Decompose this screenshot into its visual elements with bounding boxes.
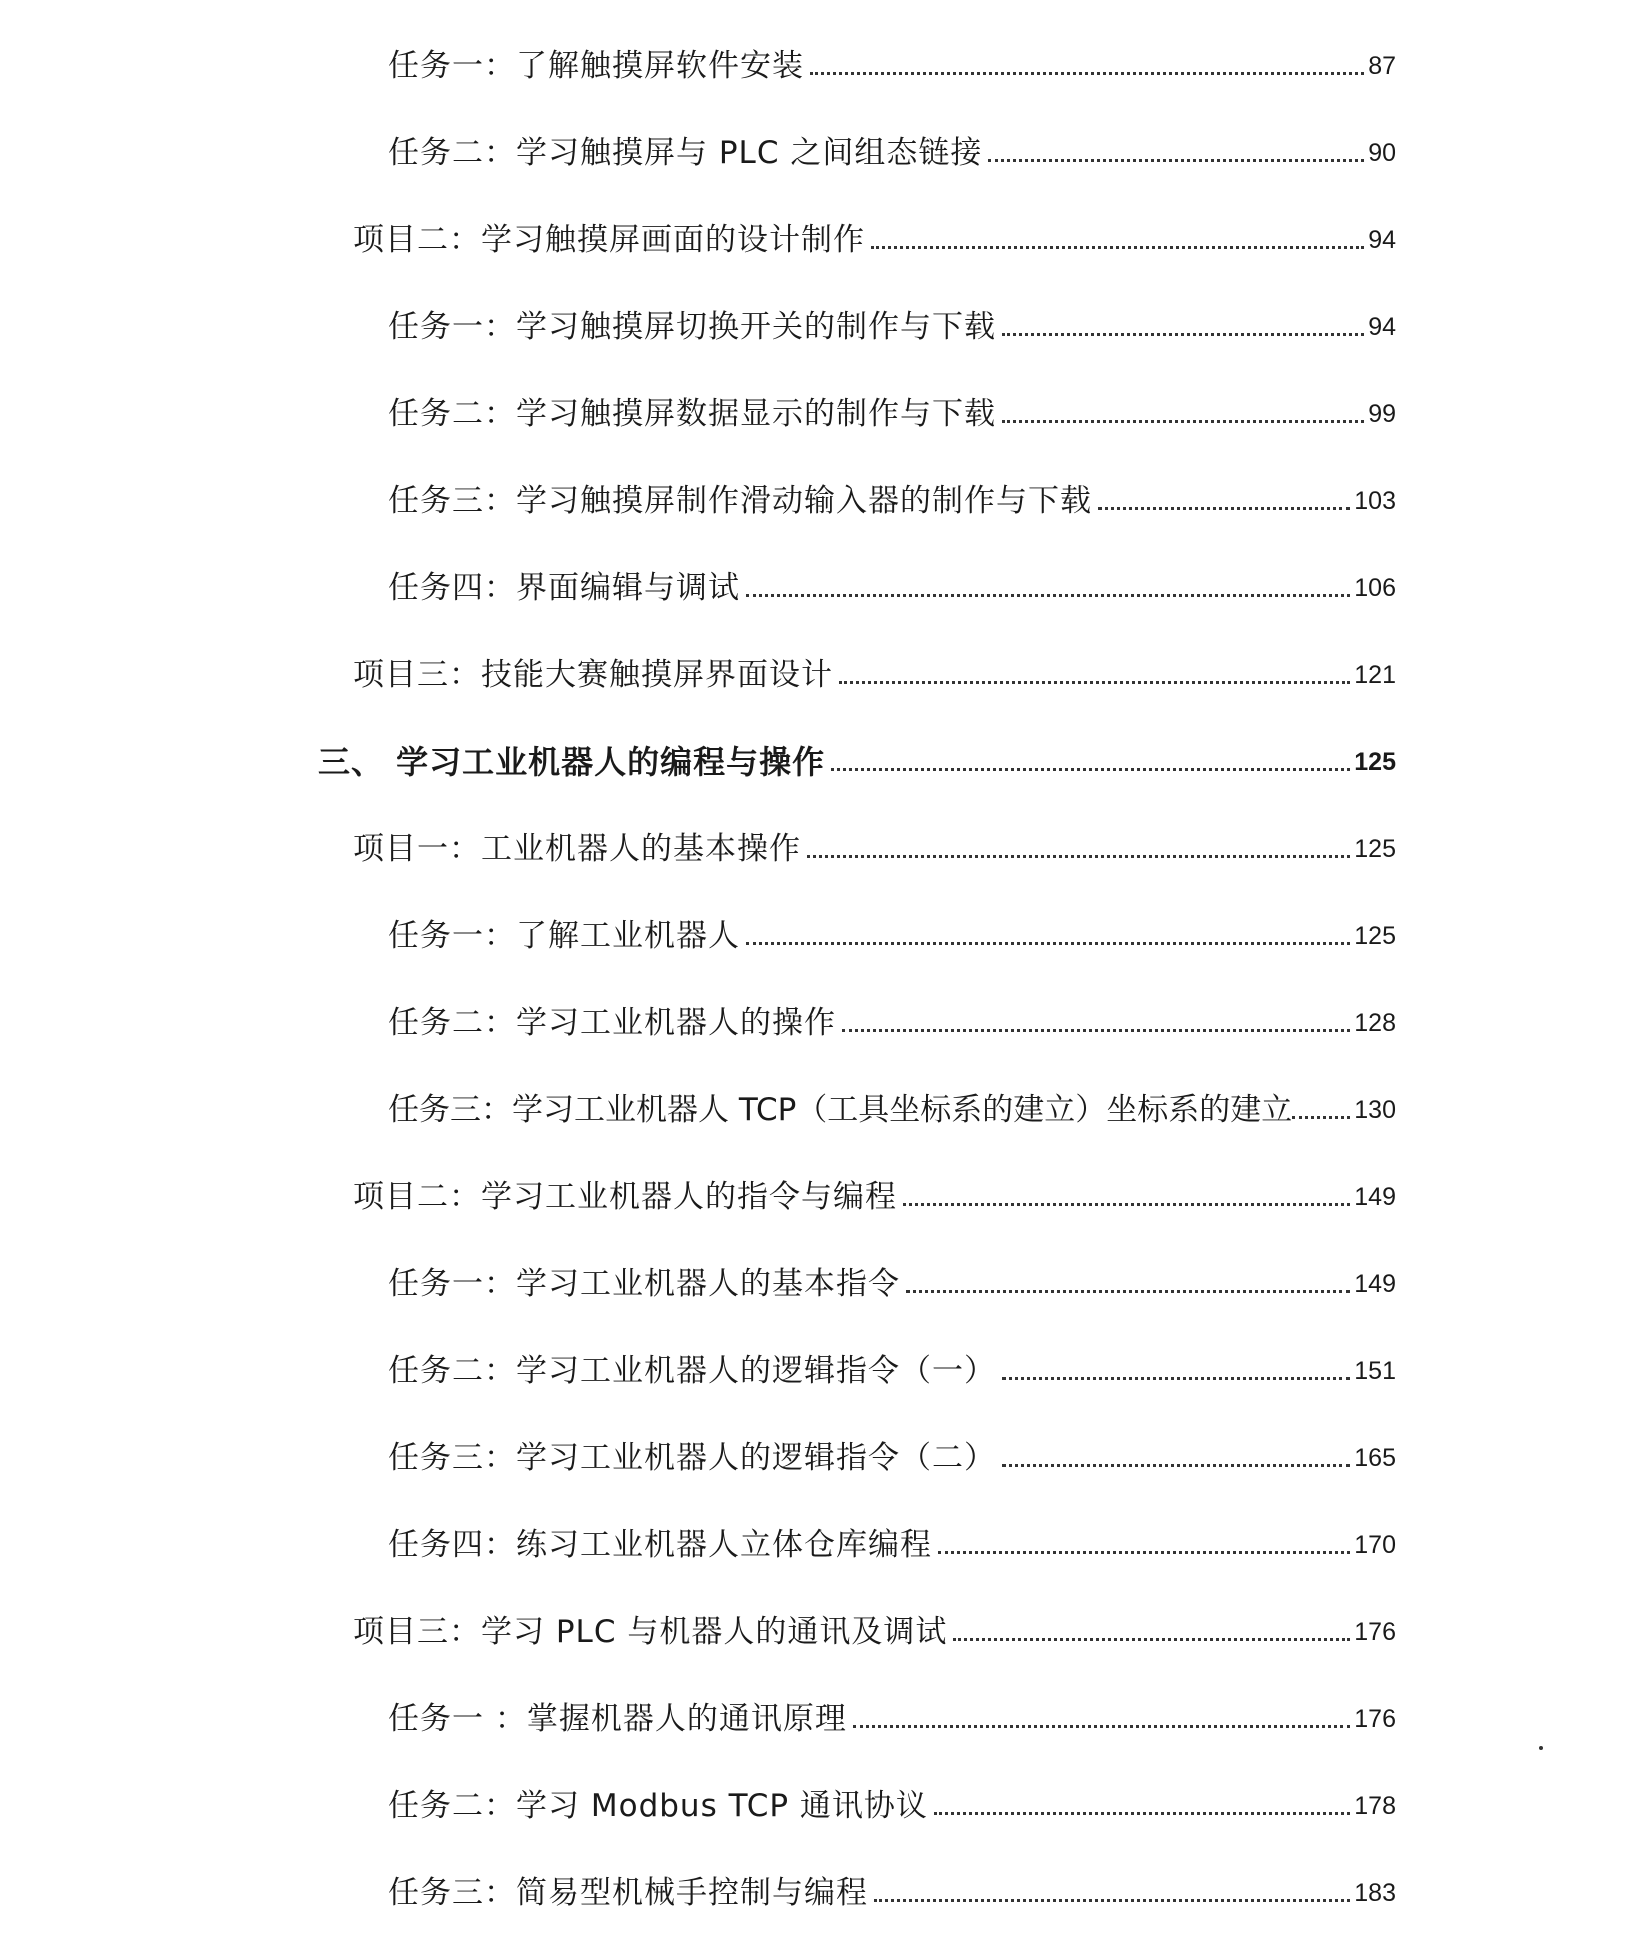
toc-entry[interactable] <box>353 210 1396 258</box>
toc-entry-title: 项目一：工业机器人的基本操作 <box>353 831 801 867</box>
toc-entry[interactable] <box>353 645 1396 693</box>
toc-entry-page: 94 <box>1368 313 1396 341</box>
dot-leader <box>871 246 1364 249</box>
toc-entry-title: 项目三：学习 PLC 与机器人的通讯及调试 <box>353 1614 948 1650</box>
toc-entry[interactable] <box>353 1167 1396 1215</box>
toc-entry-page: 87 <box>1368 52 1396 80</box>
toc-entry-page: 90 <box>1368 139 1396 167</box>
toc-entry-title: 项目二：学习触摸屏画面的设计制作 <box>353 222 865 258</box>
toc-entry[interactable] <box>388 297 1396 345</box>
dot-leader <box>746 942 1350 945</box>
toc-entry[interactable] <box>388 1689 1396 1737</box>
toc-entry-page: 183 <box>1354 1879 1396 1907</box>
toc-entry-page: 149 <box>1354 1270 1396 1298</box>
toc-entry-page: 178 <box>1354 1792 1396 1820</box>
toc-entry-title: 项目二：学习工业机器人的指令与编程 <box>353 1179 897 1215</box>
toc-entry[interactable] <box>388 471 1396 519</box>
dot-leader <box>1292 1116 1350 1119</box>
toc-entry[interactable] <box>353 819 1396 867</box>
toc-entry-title: 任务二：学习工业机器人的逻辑指令（一） <box>388 1353 996 1389</box>
dot-leader <box>1098 507 1350 510</box>
toc-entry-title: 任务三：学习工业机器人 TCP（工具坐标系的建立）坐标系的建立 <box>388 1092 1293 1128</box>
dot-leader <box>1002 420 1364 423</box>
toc-entry[interactable] <box>388 1776 1396 1824</box>
toc-entry-page: 94 <box>1368 226 1396 254</box>
toc-entry-title: 任务三：学习触摸屏制作滑动输入器的制作与下载 <box>388 483 1092 519</box>
dot-leader <box>903 1203 1350 1206</box>
dot-leader <box>831 768 1350 771</box>
dot-leader <box>839 681 1350 684</box>
dot-leader <box>853 1725 1350 1728</box>
toc-entry-page: 165 <box>1354 1444 1396 1472</box>
toc-entry-page: 125 <box>1354 835 1396 863</box>
toc-entry-title: 任务一：了解触摸屏软件安装 <box>388 48 804 84</box>
dot-leader <box>810 72 1364 75</box>
toc-entry-title: 任务二：学习触摸屏与 PLC 之间组态链接 <box>388 135 983 171</box>
toc-entry-page: 99 <box>1368 400 1396 428</box>
toc-entry[interactable] <box>388 906 1396 954</box>
toc-entry-title: 任务一：学习工业机器人的基本指令 <box>388 1266 900 1302</box>
dot-leader <box>746 594 1350 597</box>
toc-entry-title: 任务三：简易型机械手控制与编程 <box>388 1875 868 1911</box>
toc-chapter-title: 三、 学习工业机器人的编程与操作 <box>318 743 826 781</box>
toc-entry[interactable] <box>388 1341 1396 1389</box>
dot-leader <box>874 1899 1350 1902</box>
toc-entry[interactable] <box>388 993 1396 1041</box>
toc-entry-title: 任务四：练习工业机器人立体仓库编程 <box>388 1527 932 1563</box>
toc-entry-title: 任务二：学习 Modbus TCP 通讯协议 <box>388 1788 928 1824</box>
toc-entry-title: 项目三：技能大赛触摸屏界面设计 <box>353 657 833 693</box>
toc-entry[interactable] <box>388 36 1396 84</box>
toc-entry[interactable] <box>388 1863 1396 1911</box>
toc-entry-page: 176 <box>1354 1618 1396 1646</box>
toc-entry-page: 151 <box>1354 1357 1396 1385</box>
toc-entry-title: 任务一 ：掌握机器人的通讯原理 <box>388 1701 847 1737</box>
dot-leader <box>842 1029 1350 1032</box>
toc-entry[interactable] <box>388 123 1396 171</box>
dot-leader <box>1002 1377 1350 1380</box>
toc-entry-title: 任务三：学习工业机器人的逻辑指令（二） <box>388 1440 996 1476</box>
dot-leader <box>1002 333 1364 336</box>
dot-leader <box>1002 1464 1350 1467</box>
toc-entry-page: 149 <box>1354 1183 1396 1211</box>
dot-leader <box>988 159 1364 162</box>
toc-chapter-entry[interactable] <box>318 732 1396 780</box>
toc-entry-page: 176 <box>1354 1705 1396 1733</box>
toc-entry-page: 103 <box>1354 487 1396 515</box>
dot-leader <box>953 1638 1350 1641</box>
dot-leader <box>906 1290 1350 1293</box>
toc-entry-page: 106 <box>1354 574 1396 602</box>
toc-entry-page: 170 <box>1354 1531 1396 1559</box>
toc-entry[interactable] <box>388 384 1396 432</box>
toc-entry[interactable] <box>388 558 1396 606</box>
toc-entry-page: 121 <box>1354 661 1396 689</box>
toc-entry-title: 任务一：学习触摸屏切换开关的制作与下载 <box>388 309 996 345</box>
toc-entry-page: 125 <box>1354 922 1396 950</box>
toc-entry[interactable] <box>388 1515 1396 1563</box>
dot-leader <box>934 1812 1350 1815</box>
stray-dot-mark <box>1539 1746 1543 1750</box>
toc-entry[interactable] <box>388 1254 1396 1302</box>
dot-leader <box>938 1551 1350 1554</box>
dot-leader <box>807 855 1350 858</box>
toc-entry-title: 任务二：学习触摸屏数据显示的制作与下载 <box>388 396 996 432</box>
toc-entry-title: 任务四：界面编辑与调试 <box>388 570 740 606</box>
toc-entry-page: 128 <box>1354 1009 1396 1037</box>
toc-entry-page: 130 <box>1354 1096 1396 1124</box>
toc-entry-title: 任务二：学习工业机器人的操作 <box>388 1005 836 1041</box>
toc-entry-page: 125 <box>1354 748 1396 776</box>
toc-entry[interactable] <box>353 1602 1396 1650</box>
toc-entry[interactable] <box>388 1428 1396 1476</box>
toc-entry-title: 任务一：了解工业机器人 <box>388 918 740 954</box>
toc-entry[interactable] <box>388 1080 1396 1128</box>
